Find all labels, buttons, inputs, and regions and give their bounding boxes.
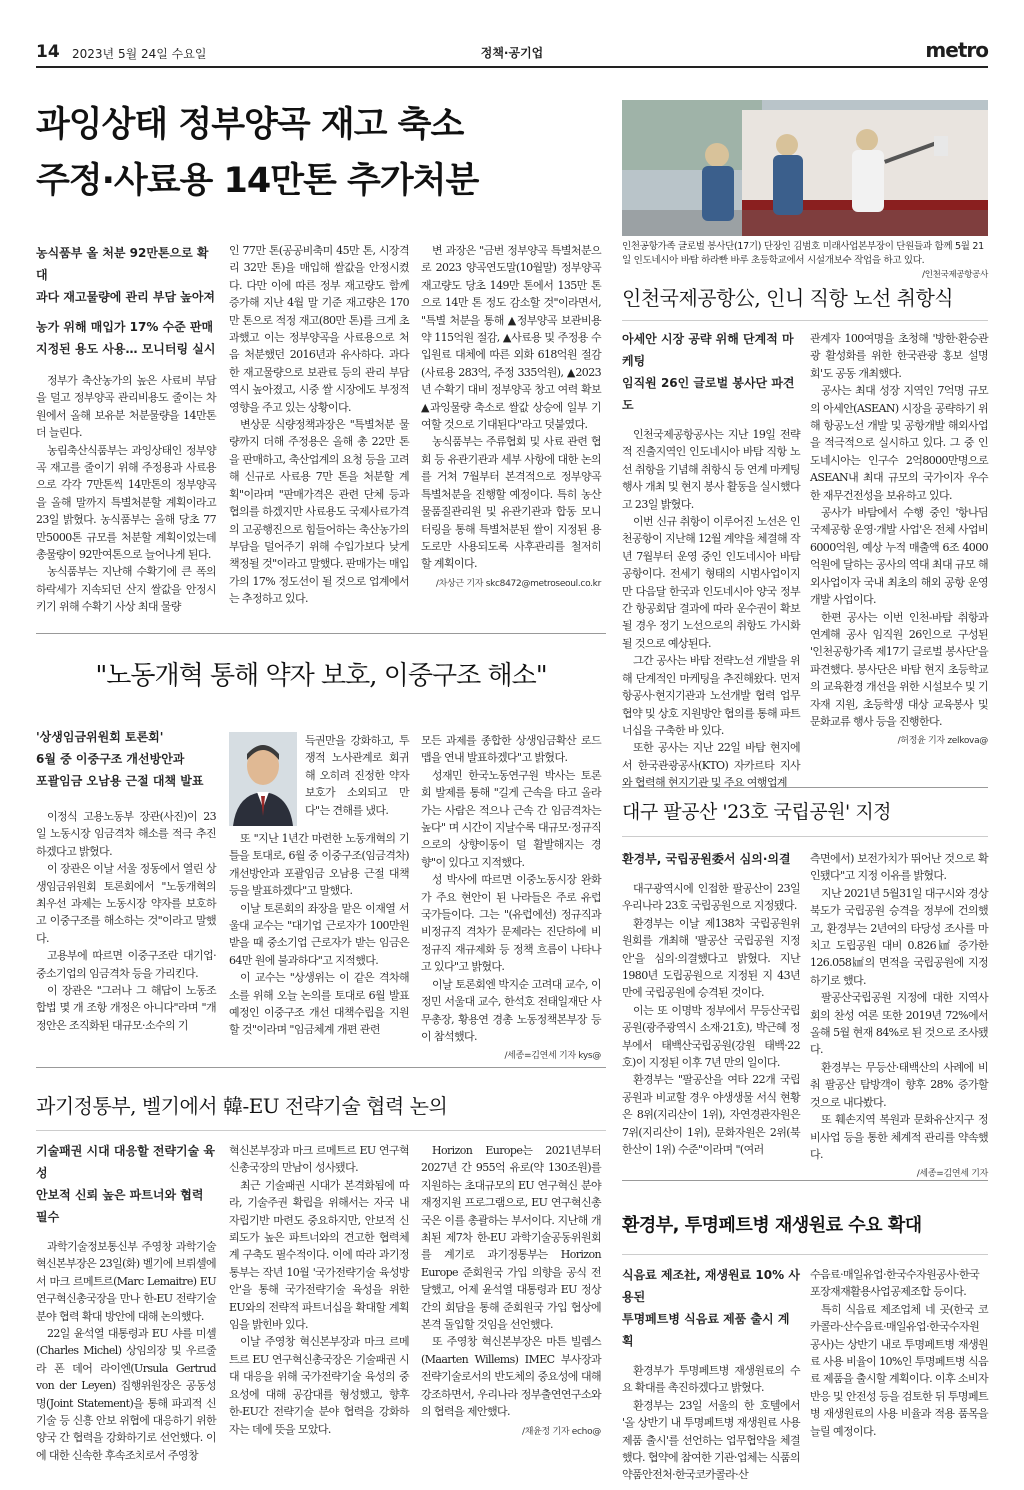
paragraph: 이 장관은 "그러나 그 해답이 노동조합법 몇 개 조항 개정은 아니다"라며 "개정안은 조직화된 대규모·소수의 기 bbox=[36, 984, 216, 1032]
paragraph: 변상문 식량정책과장은 "특별처분 물량까지 더해 주정용은 올해 총 22만 톤을 판매하고, 축산업계의 요청 등을 고려해 신규로 사료용 7만 톤을 처분할 계획"이라며 "판매가격은 관련 단체 등과 협의를 하겠지만 사료용도 국제사료가격의 고공행진으로 힘들어하는 축산농가의 부담을 덜어주기 위해 수입가보다 낮게 책정될 것"이라고 말했다. 판매가는 매입가의 17% 정도선이 될 것으로 업계에서는 추정하고 있다. bbox=[229, 418, 409, 606]
paragraph: 농식품부는 주류협회 및 사료 관련 협회 등 유관기관과 세부 사항에 대한 논의를 거쳐 7월부터 본격적으로 정부양곡 특별처분을 진행할 예정이다. 특히 농산물품질관리원 및 유관기관과 합동 모니터링을 통해 특별처분된 쌀이 지정된 용도로만 사용되도록 사후관리를 철저히 할 계획이다. bbox=[421, 435, 601, 571]
paragraph: 환경부는 "팔공산을 여타 22개 국립공원과 비교할 경우 야생생물 서식 현황은 8위(지리산이 1위), 자연경관자원은 7위(지리산이 1위), 문화자원은 2위(북한산이 1위) 수준"이라며 "(여러 bbox=[622, 1073, 800, 1157]
article4-title: 대구 팔공산 '23호 국립공원' 지정 bbox=[622, 801, 892, 823]
paragraph: 또 "지난 1년간 마련한 노동개혁의 기틀을 토대로, 6월 중 이중구조(임금격차) 개선방안과 포괄임금 오남용 근절 대책 등을 발표하겠다"고 말했다. bbox=[229, 832, 409, 898]
paragraph: 이번 신규 취항이 이루어진 노선은 인천공항이 지난해 12월 계약을 체결해 작년 7월부터 운영 중인 인도네시아 바탐공항이다. 전세기 형태의 시범사업이지만 다음달 한국과 인도네시아 양국 정부간 항공회담 결과에 따라 운수권이 확보될 경우 정기 노선으로의 취항도 가시화 될 것으로 예상된다. bbox=[622, 515, 800, 650]
divider bbox=[622, 320, 988, 321]
paragraph: 또한 공사는 지난 22일 바탐 현지에서 한국관광공사(KTO) 자카르타 지사와 협력해 현지기관 및 주요 여행업계 bbox=[622, 741, 800, 790]
article1-title-line2: 주정·사료용 14만톤 추가처분 bbox=[36, 161, 479, 201]
paragraph: 정부가 축산농가의 높은 사료비 부담을 덜고 정부양곡 관리비용도 줄이는 차원에서 올해 보유분 처분물량을 14만톤 더 늘린다. bbox=[36, 374, 216, 440]
article5-headline bbox=[36, 1092, 606, 1120]
article6-subtitle1: 식음료 제조社, 재생원료 10% 사용된 bbox=[622, 1268, 800, 1304]
article5-subtitle1: 기술패권 시대 대응할 전략기술 육성 bbox=[36, 1144, 216, 1180]
divider bbox=[622, 787, 988, 788]
article3-col2 bbox=[229, 830, 409, 1056]
paragraph: 또 훼손지역 복원과 문화유산지구 정비사업 등을 통한 체계적 관리를 약속했다. bbox=[810, 1113, 988, 1161]
byline: /허정윤 기자 zelkova@ bbox=[897, 736, 988, 747]
article1-col1 bbox=[36, 242, 216, 616]
paragraph: 이 교수는 "상생위는 이 같은 격차해소를 위해 오늘 논의를 토대로 6월 발표 예정인 이중구조 개선 대책수립을 지원할 것"이라며 "임금체계 개편 관련 bbox=[229, 971, 409, 1037]
paragraph: 성 박사에 따르면 이중노동시장 완화가 주요 현안이 된 나라들은 주로 유럽 국가들이다. 그는 "(유럽에선) 정규직과 비정규직 격차가 문제라는 진단하에 비정규직 재규제화 등 정책 흐름이 나타나고 있다"고 밝혔다. bbox=[421, 873, 601, 974]
paragraph: 이날 토론회엔 박지순 고려대 교수, 이정민 서울대 교수, 한석호 전태일재단 사무총장, 황용연 경총 노동정책본부장 등이 참석했다. bbox=[421, 977, 601, 1043]
paragraph: 성재민 한국노동연구원 박사는 토론회 발제를 통해 "길게 근속을 타고 올라가는 사람은 적으나 근속 간 임금격차는 높다" 며 시간이 지날수록 대규모·정규직으로의 상향이동이 덜 활발해지는 경향"이 있다고 지적했다. bbox=[421, 768, 601, 869]
paragraph: 대구광역시에 인접한 팔공산이 23일 우리나라 23호 국립공원으로 지정됐다. bbox=[622, 882, 800, 913]
paragraph: 혁신본부장과 마크 르메트르 EU 연구혁신총국장의 만남이 성사됐다. bbox=[229, 1144, 409, 1175]
paragraph: Horizon Europe는 2021년부터 2027년 간 955억 유로(약 130조원)를 지원하는 초대규모의 EU 연구혁신 분야 재정지원 프로그램으로, EU 연구혁신총국은 이를 총괄하는 부서이다. 지난해 개최된 제7차 한-EU 과학기술공동위원회를 계기로 과기정통부는 Horizon Europe 준회원국 가입 의향을 공식 전달했고, 어제 윤석열 대통령과 EU 정상 간의 회담을 통해 준회원국 가입 협상에 본격 돌입할 것임을 선언했다. bbox=[421, 1144, 601, 1332]
article5-subtitle2: 안보적 신뢰 높은 파트너와 협력 필수 bbox=[36, 1188, 204, 1224]
paragraph: 이정식 고용노동부 장관(사진)이 23일 노동시장 임금격차 해소를 적극 추진하겠다고 밝혔다. bbox=[36, 810, 216, 858]
paragraph: 지난 2021년 5월31일 대구시와 경상북도가 국립공원 승격을 정부에 건의했고, 환경부는 2년여의 타당성 조사를 마치고 도립공원 대비 0.826㎢ 증가한 126.058㎢의 면적을 국립공원에 지정하기로 했다. bbox=[810, 886, 988, 987]
article2-subtitle1: 아세안 시장 공략 위해 단계적 마케팅 bbox=[622, 332, 794, 368]
paragraph: 공사가 바탐에서 수행 중인 '항나딤 국제공항 운영·개발 사업'은 전체 사업비 6000억원, 예상 누적 매출액 6조 4000억원에 달하는 공사의 역대 최대 규모 해외사업이자 국내 최초의 해외 공항 운영 개발 사업이다. bbox=[810, 506, 988, 607]
paragraph: 이는 또 이명박 정부에서 무등산국립공원(광주광역시 소재·21호), 박근혜 정부에서 태백산국립공원(강원 태백·22호)이 지정된 이후 7년 만의 일이다. bbox=[622, 1003, 800, 1070]
article4-headline bbox=[622, 798, 988, 826]
article2-col1 bbox=[622, 328, 800, 790]
paragraph: 변 과장은 "금번 정부양곡 특별처분으로 2023 양곡연도말(10월말) 정부양곡 재고량도 당초 149만 톤에서 135만 톤으로 14만 톤 정도 감소할 것"이라면서, "특별 처분을 통해 ▲정부양곡 보관비용 약 115억원 절감, ▲사료용 및 주정용 수입원료 대체에 따른 외화 618억원 절감(사료용 283억, 주정 335억원), ▲2023년 수확기 대비 정부양곡 창고 여력 확보 ▲과잉물량 축소로 쌀값 상승에 일부 기여할 것으로 기대된다"라고 덧붙였다. bbox=[421, 244, 601, 432]
photo-illustration bbox=[622, 100, 988, 236]
article5-col3 bbox=[421, 1142, 601, 1466]
article4-col1 bbox=[622, 848, 800, 1170]
article1-col3 bbox=[421, 242, 601, 614]
article1-subtitle1: 농식품부 올 처분 92만톤으로 확대 bbox=[36, 246, 209, 282]
article3-title: "노동개혁 통해 약자 보호, 이중구조 해소" bbox=[95, 661, 547, 691]
paragraph: 측면에서) 보전가치가 뛰어난 것으로 확인됐다"고 지정 이유를 밝혔다. bbox=[810, 852, 988, 883]
page-number: 14 bbox=[36, 42, 60, 62]
article6-col1 bbox=[622, 1264, 800, 1482]
article2-headline bbox=[622, 284, 988, 312]
paragraph: 팔공산국립공원 지정에 대한 지역사회의 찬성 여론 또한 2019년 72%에서 올해 5월 현재 84%로 된 것으로 조사됐다. bbox=[810, 991, 988, 1057]
article5-col2 bbox=[229, 1142, 409, 1466]
article1-col2 bbox=[229, 242, 409, 614]
byline: /세종=김연세 기자 bbox=[916, 1169, 988, 1180]
volunteer-photo bbox=[622, 100, 988, 236]
paragraph: 특히 식음료 제조업체 네 곳(한국 코카콜라·산수음료·매일유업·한국수자원공사)는 상반기 내로 투명페트병 재생원료 사용 비율이 10%인 투명페트병 식음료 제품을 출시할 계획이다. 이후 소비자 반응 및 안전성 등을 검토한 뒤 투명페트병 재생원료의 사용 비율과 적용 품목을 늘릴 예정이다. bbox=[810, 1302, 988, 1438]
article1-subtitle3: 농가 위해 매입가 17% 수준 판매 bbox=[36, 320, 214, 334]
article3-subtitle3: 포괄임금 오남용 근절 대책 발표 bbox=[36, 774, 204, 788]
paragraph: 이날 주영창 혁신본부장과 마크 르메트르 EU 연구혁신총국장은 기술패권 시대 대응을 위해 국가전략기술 육성의 중요성에 대해 공감대를 형성했고, 향후 한-EU간 전략기술 분야 협력을 강화하자는 데에 뜻을 모았다. bbox=[229, 1335, 409, 1436]
article3-col3 bbox=[421, 732, 601, 1062]
byline: /차상근 기자 skc8472@metroseoul.co.kr bbox=[435, 578, 601, 589]
photo-caption bbox=[622, 240, 988, 282]
article2-col2 bbox=[810, 330, 988, 780]
paragraph: 환경부는 이날 제138차 국립공원위원회를 개최해 '팔공산 국립공원 지정안'을 심의·의결했다고 밝혔다. 지난 1980년 도립공원으로 지정된 지 43년 만에 국립공원에 승격된 것이다. bbox=[622, 916, 800, 1000]
paragraph: 22일 윤석열 대통령과 EU 샤를 미셸(Charles Michel) 상임의장 및 우르줄라 폰 데어 라이엔(Ursula Gertrud von der Leyen) 집행위원장은 공동성명(Joint Statement)을 통해 파괴적 신기술 등 신흥 안보 위협에 대응하기 위한 양국 간 협력을 강화하기로 선언했다. 이에 대한 신속한 후속조치로서 주영창 bbox=[36, 1327, 216, 1462]
divider bbox=[622, 1180, 988, 1181]
caption-text: 인천공항가족 글로벌 봉사단(17기) 단장인 김범호 미래사업본부장이 단원들과 함께 5월 21일 인도네시아 바탐 하라빤 바루 초등학교에서 시설개보수 작업을 하고 있다. bbox=[622, 241, 984, 266]
article3-headline bbox=[36, 658, 606, 694]
photo-credit: /인천국제공항공사 bbox=[922, 270, 988, 280]
divider bbox=[622, 836, 988, 837]
paragraph: 득권만을 강화하고, 투쟁적 노사관계로 회귀해 오히려 진정한 약자보호가 소외되고 만다"는 견해를 냈다. bbox=[305, 734, 409, 817]
article5-title: 과기정통부, 벨기에서 韓-EU 전략기술 협력 논의 bbox=[36, 1094, 448, 1118]
article2-title: 인천국제공항公, 인니 직항 노선 취항식 bbox=[622, 286, 954, 310]
paragraph: 환경부는 무등산·태백산의 사례에 비춰 팔공산 탐방객이 향후 28% 증가할 것으로 내다봤다. bbox=[810, 1060, 988, 1109]
paragraph: 고용부에 따르면 이중구조란 대기업·중소기업의 임금격차 등을 가리킨다. bbox=[36, 949, 216, 980]
paragraph: 그간 공사는 바탐 전략노선 개발을 위해 단계적인 마케팅을 추진해왔다. 먼저 항공사·현지기관과 노선개발 협력 업무협약 및 상호 지원방안 협의를 통해 파트너십을 구축한 바 있다. bbox=[622, 654, 800, 737]
paragraph: 한편 공사는 이번 인천-바탐 취항과 연계해 공사 임직원 26인으로 구성된 '인천공항가족 제17기 글로벌 봉사단'을 파견했다. 봉사단은 바탐 현지 초등학교의 교육환경 개선을 위한 시설보수 및 기자재 지원, 초등학생 대상 교육봉사 및 문화교류 행사 등을 진행한다. bbox=[810, 610, 988, 728]
page-header bbox=[36, 36, 988, 68]
article4-subtitle: 환경부, 국립공원委서 심의·의결 bbox=[622, 852, 791, 866]
article1-subtitle4: 지정된 용도 사용… 모니터링 실시 bbox=[36, 342, 216, 356]
paragraph: 농림축산식품부는 과잉상태인 정부양곡 재고를 줄이기 위해 주정용과 사료용으로 각각 7만톤씩 14만톤의 정부양곡을 올해 말까지 특별처분할 계획이라고 23일 밝혔다. 농식품부는 올해 당초 77만5000톤 규모를 처분할 계획이었는데 총물량이 92만여톤으로 늘어나게 된다. bbox=[36, 443, 216, 562]
paragraph: 수음료·매일유업·한국수자원공사·한국포장재재활용사업공제조합 등이다. bbox=[810, 1268, 980, 1299]
paragraph: 인 77만 톤(공공비축미 45만 톤, 시장격리 32만 톤)을 매입해 쌀값을 안정시켰다. 다만 이에 따른 정부 재고량도 함께 증가해 지난 4월 말 기준 재고량은 170만 톤으로 적정 재고(80만 톤)를 크게 초과했고 이는 정부양곡을 사료용으로 처음 처분했던 2016년과 유사하다. 과다한 재고물량으로 보관료 등의 관리 부담 역시 높아졌고, 시중 쌀 시장에도 부정적 영향을 주고 있는 상황이다. bbox=[229, 244, 409, 414]
article6-title: 환경부, 투명페트병 재생원료 수요 확대 bbox=[622, 1215, 922, 1236]
divider bbox=[36, 1130, 606, 1131]
paragraph: 과학기술정보통신부 주영창 과학기술혁신본부장은 23일(화) 벨기에 브뤼셀에서 마크 르메트르(Marc Lemaitre) EU 연구혁신총국장을 만나 한-EU 전략기술 분야 협력 확대 방안에 대해 논의했다. bbox=[36, 1240, 216, 1323]
portrait-illustration bbox=[229, 732, 297, 826]
article6-headline bbox=[622, 1212, 988, 1240]
byline: /세종=김연세 기자 kys@ bbox=[504, 1051, 601, 1062]
paragraph: 또 주영창 혁신본부장은 마튼 빌렘스(Maarten Willems) IMEC 부사장과 전략기술로서의 반도체의 중요성에 대해 강조하면서, 우리나라 정부출연연구소와의 협력을 제안했다. bbox=[421, 1335, 601, 1419]
article3-subtitle2: 6월 중 이중구조 개선방안과 bbox=[36, 752, 185, 766]
paragraph: 환경부가 투명페트병 재생원료의 수요 확대를 촉진하겠다고 밝혔다. bbox=[622, 1364, 800, 1395]
article3-col2a bbox=[305, 732, 409, 828]
article4-col2 bbox=[810, 850, 988, 1180]
logo-text: metro bbox=[925, 38, 988, 62]
paragraph: 최근 기술패권 시대가 본격화됨에 따라, 기술주권 확립을 위해서는 자국 내 자립기반 마련도 중요하지만, 안보적 신뢰도가 높은 파트너와의 견고한 협력체계 구축도 필수적이다. 이에 따라 과기정통부는 작년 10월 '국가전략기술 육성방안'을 통해 국가전략기술 육성을 위한 EU와의 전략적 파트너십을 확대할 계획임을 밝힌바 있다. bbox=[229, 1178, 409, 1332]
divider bbox=[36, 633, 606, 634]
minister-portrait bbox=[229, 732, 297, 826]
article2-subtitle2: 임직원 26인 글로벌 봉사단 파견도 bbox=[622, 376, 795, 412]
paragraph: 이날 토론회의 좌장을 맡은 이재열 서울대 교수는 "대기업 근로자가 100만원 받을 때 중소기업 근로자가 받는 임금은 64만 원에 불과하다"고 지적했다. bbox=[229, 901, 409, 967]
paragraph: 모든 과제를 종합한 상생임금확산 로드맵을 연내 발표하겠다"고 밝혔다. bbox=[421, 734, 601, 765]
section-name: 정책·공기업 bbox=[480, 46, 544, 60]
paragraph: 공사는 최대 성장 지역인 7억명 규모의 아세안(ASEAN) 시장을 공략하기 위해 항공노선 개발 및 공항개발 해외사업을 적극적으로 실시하고 있다. 그 중 인도네시아는 인구수 2억8000만명으로 ASEAN내 최대 규모의 국가이자 우수한 재무건전성을 보유하고 있다. bbox=[810, 384, 988, 502]
article1-title-line1: 과잉상태 정부양곡 재고 축소 bbox=[36, 105, 464, 145]
paragraph: 인천국제공항공사는 지난 19일 전략적 진출지역인 인도네시아 바탐 직항 노선 취항을 기념해 취항식 등 연계 마케팅 행사 개최 및 현지 봉사 활동을 실시했다고 23일 밝혔다. bbox=[622, 428, 800, 511]
paragraph: 농식품부는 지난해 수확기에 큰 폭의 하락세가 지속되던 산지 쌀값을 안정시키기 위해 수확기 사상 최대 물량 bbox=[36, 565, 216, 614]
paragraph: 이 장관은 이날 서울 정동에서 열린 상생임금위원회 토론회에서 "노동개혁의 최우선 과제는 노동시장 약자를 보호하고 이중구조를 해소하는 것"이라고 말했다. bbox=[36, 862, 216, 945]
divider bbox=[622, 1254, 988, 1255]
article6-subtitle2: 투명페트병 식음료 제품 출시 계획 bbox=[622, 1312, 790, 1348]
paragraph: 관계자 100여명을 초청해 '방한·환승관광 활성화를 위한 한국관광 홍보 설명회'도 공동 개최했다. bbox=[810, 332, 988, 380]
byline: /채윤정 기자 echo@ bbox=[521, 1426, 601, 1437]
article1-headline bbox=[36, 100, 606, 206]
article1-subtitle2: 과다 재고물량에 관리 부담 높아져 bbox=[36, 290, 216, 304]
article6-col2 bbox=[810, 1266, 988, 1466]
issue-date: 2023년 5월 24일 수요일 bbox=[72, 47, 207, 61]
paragraph: 환경부는 23일 서울의 한 호텔에서 '올 상반기 내 투명페트병 재생원료 사용제품 출시'를 선언하는 업무협약을 체결했다. 협약에 참여한 기관·업체는 식품의약품안전처·한국코카콜라·산 bbox=[622, 1398, 800, 1482]
divider bbox=[36, 1067, 606, 1068]
article3-col1 bbox=[36, 726, 216, 1056]
metro-logo bbox=[925, 38, 988, 62]
article3-subtitle1: '상생임금위원회 토론회' bbox=[36, 730, 164, 744]
article5-col1 bbox=[36, 1140, 216, 1466]
